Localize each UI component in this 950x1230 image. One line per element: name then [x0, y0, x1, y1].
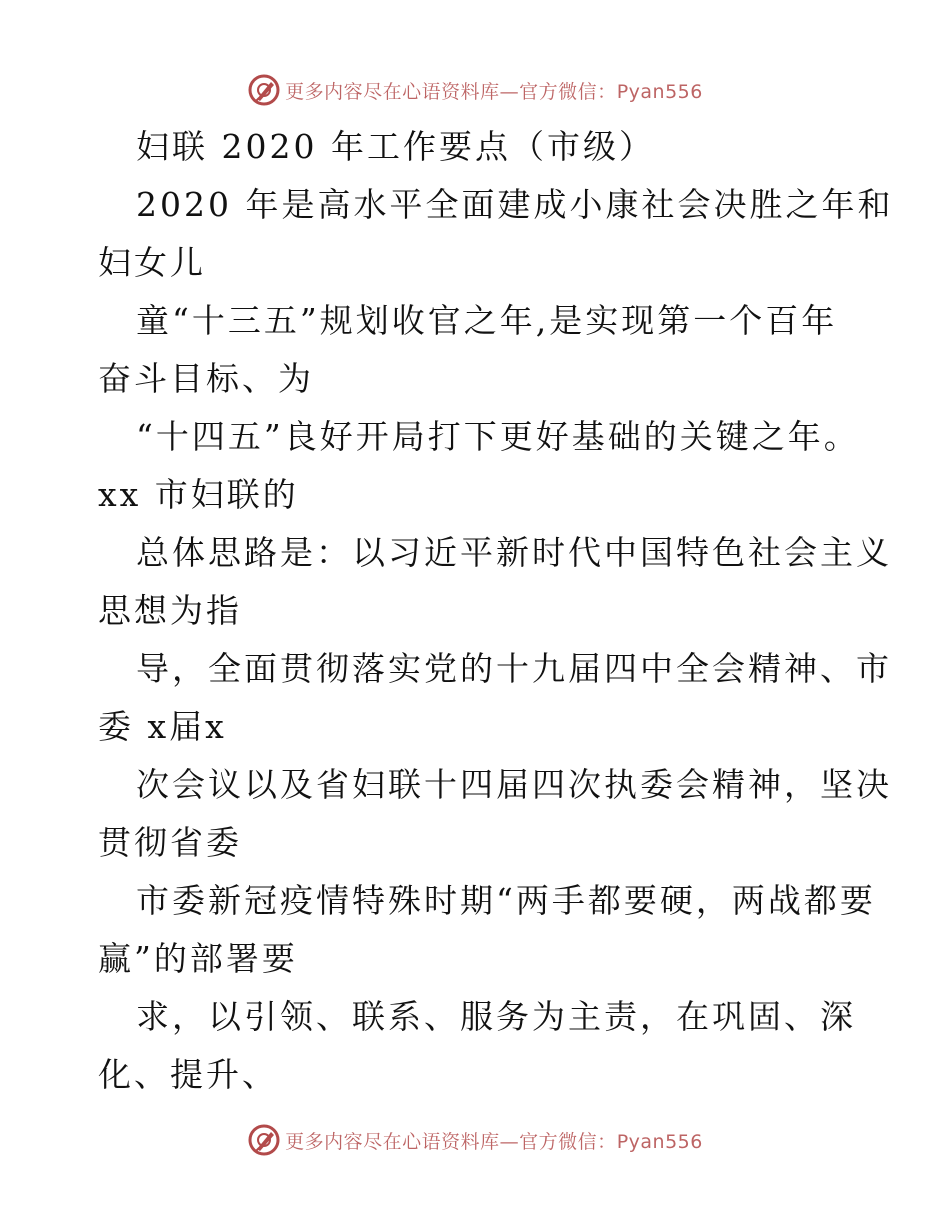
document-title: 妇联 2020 年工作要点（市级） [136, 127, 655, 166]
paragraph-line: 化、提升、 [98, 1055, 278, 1094]
paragraph-line: 导，全面贯彻落实党的十九届四中全会精神、市 [136, 649, 892, 688]
paragraph-line: “十四五”良好开局打下更好基础的关键之年。 [136, 417, 860, 456]
paragraph-line: 贯彻省委 [98, 823, 242, 862]
paragraph-line: 次会议以及省妇联十四届四次执委会精神，坚决 [136, 765, 892, 804]
paragraph-line: 委 x届x [98, 707, 227, 746]
quill-logo-icon [247, 1123, 281, 1157]
paragraph-line: xx 市妇联的 [98, 475, 299, 514]
paragraph-line: 市委新冠疫情特殊时期“两手都要硬，两战都要 [136, 881, 876, 920]
paragraph-line: 妇女儿 [98, 243, 206, 282]
footer-watermark-banner [0, 1120, 950, 1160]
header-watermark-text: 更多内容尽在心语资料库—官方微信：Pyan556 [285, 80, 703, 103]
footer-watermark-text: 更多内容尽在心语资料库—官方微信：Pyan556 [285, 1130, 703, 1153]
paragraph-line: 奋斗目标、为 [98, 359, 314, 398]
quill-logo-icon [247, 73, 281, 107]
paragraph-line: 总体思路是：以习近平新时代中国特色社会主义 [136, 533, 892, 572]
paragraph-line: 2020 年是高水平全面建成小康社会决胜之年和 [136, 185, 894, 224]
paragraph-line: 求，以引领、联系、服务为主责，在巩固、深 [136, 997, 856, 1036]
header-watermark-banner [0, 70, 950, 110]
paragraph-line: 童“十三五”规划收官之年,是实现第一个百年 [136, 301, 838, 340]
document-body [98, 118, 898, 1104]
paragraph-line: 思想为指 [98, 591, 242, 630]
paragraph-line: 赢”的部署要 [98, 939, 298, 978]
